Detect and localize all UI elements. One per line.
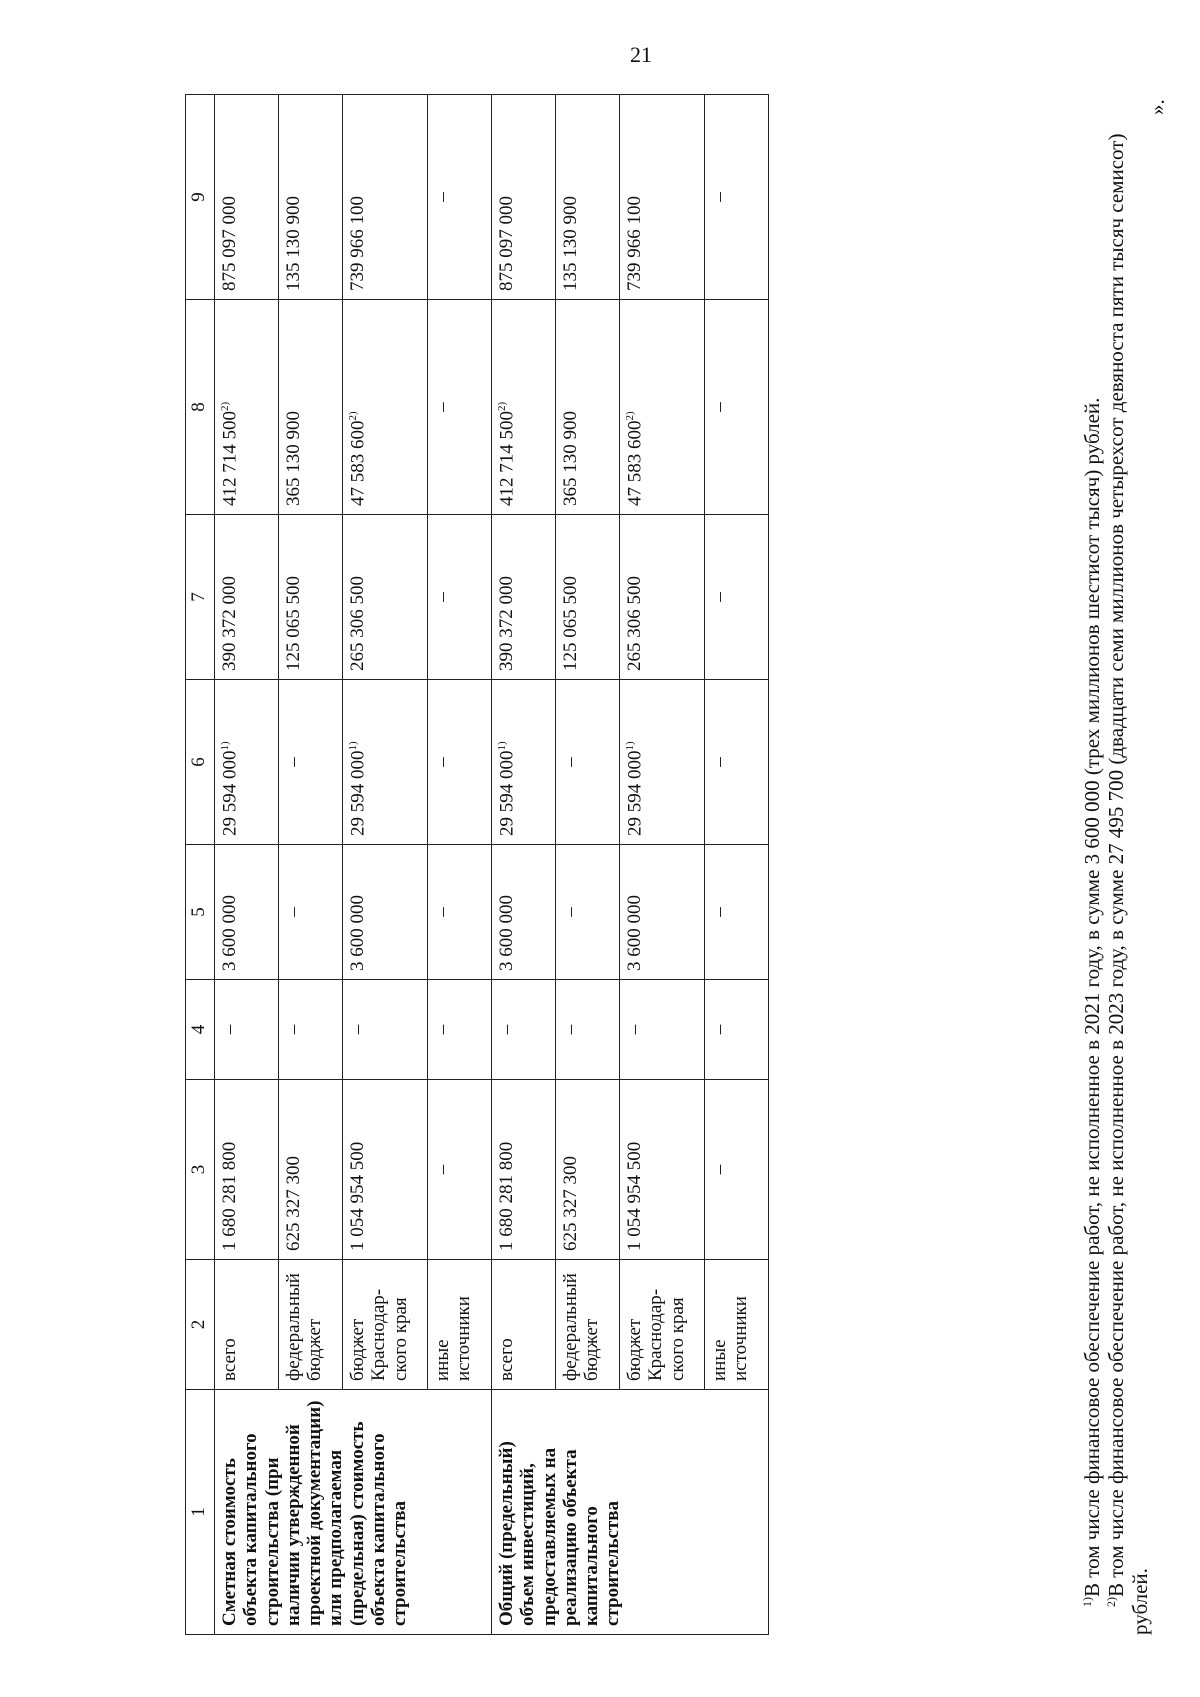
cell-value: 3 600 000 [624,895,645,971]
cell-value: 265 306 500 [624,576,645,671]
value-cell [215,300,279,515]
value-cell [620,680,705,845]
value-cell [492,980,556,1080]
cell-value: 1 680 281 800 [219,1141,240,1251]
cell-value: – [709,757,730,767]
column-header: 1 [186,1390,215,1635]
cell-value: – [283,757,304,767]
cell-value: 3 600 000 [496,895,517,971]
value-cell [705,845,769,980]
group-label: Сметная стоимость объекта капитального строительства (при наличии утвержденной проектной документации) или предполагаемая (предельная) стоимость объекта капитального строительства [215,1390,492,1635]
value-cell [215,680,279,845]
cell-value: 135 130 900 [283,196,304,291]
table-row [492,95,556,1635]
funding-source: иные источники [705,1260,769,1390]
cell-value: – [709,907,730,917]
value-cell [428,1080,492,1260]
cell-value: – [432,592,453,602]
footnote-marker: 2) [624,411,636,421]
funding-source: федеральный бюджет [279,1260,343,1390]
value-cell [343,300,428,515]
value-cell [492,300,556,515]
value-cell [556,95,620,300]
value-cell [215,95,279,300]
value-cell [620,845,705,980]
cell-value: – [283,907,304,917]
value-cell [343,1080,428,1260]
value-cell [279,680,343,845]
value-cell [279,845,343,980]
cell-value: 125 065 500 [560,576,581,671]
cell-value: 125 065 500 [283,576,304,671]
value-cell [620,980,705,1080]
table-header-row [186,95,215,1635]
value-cell [428,980,492,1080]
value-cell [620,515,705,680]
cell-value: 739 966 100 [347,196,368,291]
cell-value: – [283,1024,304,1035]
cell-value: 3 600 000 [219,895,240,971]
value-cell [428,680,492,845]
value-cell [343,680,428,845]
value-cell [343,95,428,300]
value-cell [428,515,492,680]
cell-value: 365 130 900 [283,411,304,506]
cell-value: 47 583 600 [624,420,646,506]
value-cell [620,95,705,300]
cell-value: 3 600 000 [347,895,368,971]
value-cell [556,300,620,515]
value-cell [705,95,769,300]
cell-value: – [624,1024,645,1035]
cell-value: – [347,1024,368,1035]
funding-source: всего [492,1260,556,1390]
footnote-marker: 1) [347,741,359,751]
value-cell [279,1080,343,1260]
budget-table [185,94,769,1635]
value-cell [492,515,556,680]
cell-value: – [560,1024,581,1035]
column-header: 4 [186,980,215,1080]
cell-value: – [432,1164,453,1175]
cell-value: – [560,907,581,917]
funding-source: федеральный бюджет [556,1260,620,1390]
funding-source: бюджет Краснодар-ского края [343,1260,428,1390]
cell-value: – [709,1024,730,1035]
column-header: 3 [186,1080,215,1260]
cell-value: – [709,592,730,602]
footnote-marker: 1) [624,741,636,751]
value-cell [343,515,428,680]
cell-value: 29 594 000 [347,750,369,836]
footnote-2: $^{2)}$В том числе финансовое обеспечение работ, не исполненное в 2023 году, в сумме 27 495 700 (двадцати семи миллионов четырехсот девяноста пяти тысяч семисот) рублей. [1104,133,1153,1635]
cell-value: – [709,192,730,202]
cell-value: 29 594 000 [496,750,518,836]
cell-value: – [496,1024,517,1035]
cell-value: 390 372 000 [219,576,240,671]
cell-value: – [709,402,730,412]
footnote-marker: 1) [496,741,508,751]
value-cell [620,300,705,515]
footnote-1: $^{1)}$В том числе финансовое обеспечение работ, не исполненное в 2021 году, в сумме 3 600 000 (трех миллионов шестисот тысяч) рублей. [1080,397,1104,1607]
column-header: 5 [186,845,215,980]
table-row [215,95,279,1635]
value-cell [705,1080,769,1260]
column-header: 9 [186,95,215,300]
value-cell [705,515,769,680]
cell-value: 875 097 000 [496,196,517,291]
value-cell [492,845,556,980]
value-cell [215,980,279,1080]
cell-value: 265 306 500 [347,576,368,671]
value-cell [705,680,769,845]
footnote-marker: 2) [496,401,508,411]
value-cell [428,845,492,980]
value-cell [705,300,769,515]
cell-value: – [432,192,453,202]
value-cell [279,95,343,300]
value-cell [428,300,492,515]
cell-value: – [432,757,453,767]
value-cell [556,515,620,680]
group-label: Общий (предельный) объем инвестиций, предоставляемых на реализацию объекта капитального строительства [492,1390,769,1635]
rotated-content [185,95,1169,1635]
value-cell [343,980,428,1080]
cell-value: – [219,1024,240,1035]
value-cell [428,95,492,300]
cell-value: 739 966 100 [624,196,645,291]
page-number: 21 [630,42,652,67]
cell-value: – [432,1024,453,1035]
cell-value: 1 680 281 800 [496,1141,517,1251]
cell-value: – [560,757,581,767]
cell-value: 47 583 600 [347,420,369,506]
column-header: 8 [186,300,215,515]
value-cell [215,515,279,680]
value-cell [556,980,620,1080]
cell-value: – [432,907,453,917]
funding-source: бюджет Краснодар-ского края [620,1260,705,1390]
cell-value: 625 327 300 [560,1156,581,1251]
value-cell [492,680,556,845]
cell-value: 875 097 000 [219,196,240,291]
cell-value: 29 594 000 [219,750,241,836]
cell-value: 1 054 954 500 [347,1141,368,1251]
value-cell [492,95,556,300]
value-cell [279,515,343,680]
value-cell [620,1080,705,1260]
value-cell [705,980,769,1080]
cell-value: 390 372 000 [496,576,517,671]
column-header: 6 [186,680,215,845]
footnote-marker: 1) [219,741,231,751]
cell-value: – [432,402,453,412]
footnote-marker: 2) [219,401,231,411]
closing-quote: ». [1145,99,1169,115]
cell-value: 29 594 000 [624,750,646,836]
value-cell [215,845,279,980]
cell-value: 412 714 500 [496,411,518,506]
value-cell [279,300,343,515]
value-cell [556,1080,620,1260]
funding-source: иные источники [428,1260,492,1390]
cell-value: – [709,1164,730,1175]
value-cell [556,680,620,845]
value-cell [492,1080,556,1260]
value-cell [215,1080,279,1260]
value-cell [279,980,343,1080]
cell-value: 412 714 500 [219,411,241,506]
value-cell [556,845,620,980]
value-cell [343,845,428,980]
footnotes [1080,95,1152,1635]
column-header: 7 [186,515,215,680]
footnote-marker: 2) [347,411,359,421]
cell-value: 135 130 900 [560,196,581,291]
cell-value: 1 054 954 500 [624,1141,645,1251]
cell-value: 625 327 300 [283,1156,304,1251]
funding-source: всего [215,1260,279,1390]
column-header: 2 [186,1260,215,1390]
cell-value: 365 130 900 [560,411,581,506]
